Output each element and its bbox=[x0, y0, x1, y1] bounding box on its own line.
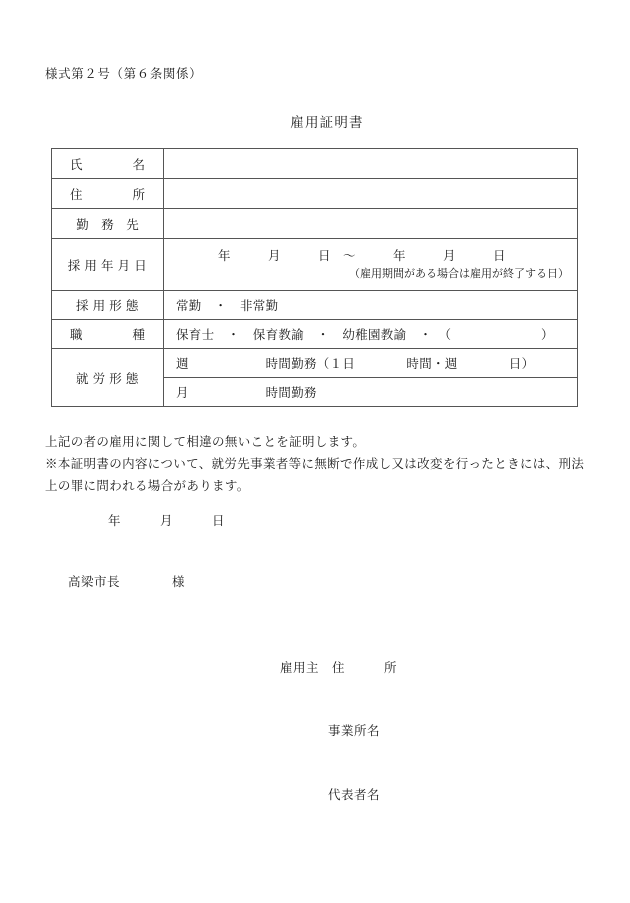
table-row-work-form-week bbox=[52, 349, 578, 378]
hire-date-range: 年 月 日 ～ 年 月 日 bbox=[218, 248, 506, 263]
value-employment-type: 常勤 ・ 非常勤 bbox=[176, 299, 279, 313]
employer-office-name-line: 事業所名 bbox=[328, 724, 381, 739]
label-address: 住 所 bbox=[69, 187, 145, 202]
value-cell-work-form-week[interactable] bbox=[164, 349, 578, 378]
signature-date-line: 年 月 日 bbox=[108, 514, 226, 528]
label-job-category: 職 種 bbox=[69, 328, 145, 342]
value-cell-work-form-month[interactable] bbox=[164, 378, 578, 407]
label-hire-date: 採 用 年 月 日 bbox=[67, 258, 148, 273]
value-cell-employment-type[interactable] bbox=[164, 291, 578, 320]
addressee-line: 高梁市長 様 bbox=[68, 575, 186, 589]
certification-statement: 上記の者の雇用に関して相違の無いことを証明します。 bbox=[45, 435, 366, 449]
label-cell-job-category bbox=[52, 320, 164, 349]
label-work-form: 就 労 形 態 bbox=[76, 371, 139, 386]
label-cell-hire-date bbox=[52, 239, 164, 291]
value-work-form-week: 週 時間勤務（１日 時間・週 日） bbox=[176, 357, 535, 371]
label-cell-address bbox=[52, 179, 164, 209]
table-row-name bbox=[52, 149, 578, 179]
employer-signature-block bbox=[280, 615, 397, 849]
value-cell-hire-date[interactable] bbox=[164, 239, 578, 291]
legal-warning-statement: ※本証明書の内容について、就労先事業者等に無断で作成し又は改変を行ったときには、刑法上の罪に問われる場合があります。 bbox=[45, 457, 585, 493]
value-work-form-month: 月 時間勤務 bbox=[176, 386, 317, 400]
label-workplace: 勤 務 先 bbox=[76, 217, 139, 232]
label-name: 氏 名 bbox=[69, 157, 145, 172]
form-code: 様式第２号（第６条関係） bbox=[45, 67, 203, 81]
employment-certificate-table bbox=[51, 148, 578, 407]
label-cell-workplace bbox=[52, 209, 164, 239]
value-cell-address[interactable] bbox=[164, 179, 578, 209]
value-cell-workplace[interactable] bbox=[164, 209, 578, 239]
employer-representative-line: 代表者名 bbox=[328, 788, 381, 802]
label-cell-work-form bbox=[52, 349, 164, 407]
hire-date-note: （雇用期間がある場合は雇用が終了する日） bbox=[349, 268, 569, 281]
table-row-hire-date bbox=[52, 239, 578, 291]
hire-date-block bbox=[164, 242, 577, 287]
label-cell-employment-type bbox=[52, 291, 164, 320]
value-cell-job-category[interactable] bbox=[164, 320, 578, 349]
value-cell-name[interactable] bbox=[164, 149, 578, 179]
table-row-workplace bbox=[52, 209, 578, 239]
label-cell-name bbox=[52, 149, 164, 179]
document-title: 雇用証明書 bbox=[290, 115, 364, 130]
table-row-employment-type bbox=[52, 291, 578, 320]
value-job-category: 保育士 ・ 保育教諭 ・ 幼稚園教諭 ・ （ ） bbox=[176, 328, 554, 342]
label-employment-type: 採 用 形 態 bbox=[76, 299, 139, 313]
table-row-address bbox=[52, 179, 578, 209]
employer-address-line: 雇用主 住 所 bbox=[280, 660, 398, 675]
table-row-job-category bbox=[52, 320, 578, 349]
